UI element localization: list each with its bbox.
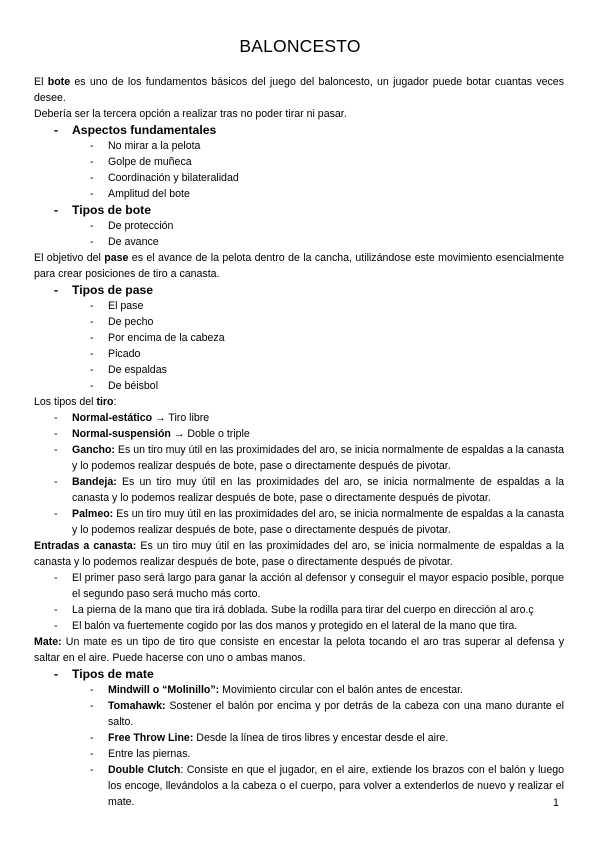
tiro-bold: tiro	[96, 396, 114, 408]
list-item	[34, 746, 564, 762]
intro-text-2: es uno de los fundamentos básicos del juego del baloncesto, un jugador puede botar cuantas veces desee.	[34, 76, 564, 104]
list-item: - De béisbol	[34, 378, 564, 394]
list-item: - De protección	[34, 218, 564, 234]
entradas-list	[34, 570, 564, 634]
mate-paragraph	[34, 634, 564, 666]
list-item: - De pecho	[34, 314, 564, 330]
pase-text: El objetivo del	[34, 252, 105, 264]
entradas-paragraph	[34, 538, 564, 570]
tipos-mate-heading: - Tipos de mate	[34, 666, 564, 682]
mate-text: Un mate es un tipo de tiro que consiste en encestar la pelota tocando el aro tras superar al defensa y saltar en el aire. Puede hacerse con uno o ambas manos.	[34, 636, 564, 664]
tipos-bote-heading: - Tipos de bote	[34, 202, 564, 218]
list-item: - Golpe de muñeca	[34, 154, 564, 170]
list-item	[34, 410, 564, 426]
item-bold: Normal-suspensión	[72, 428, 171, 440]
aspectos-items	[34, 138, 564, 202]
item-text: Es un tiro muy útil en las proximidades del aro, se inicia normalmente de espaldas a la canasta y lo podemos realizar después de bote, pase o directamente después de pivotar.	[72, 444, 564, 472]
tipos-mate-list	[34, 666, 564, 810]
pase-bold: pase	[104, 252, 129, 264]
item-bold: Gancho:	[72, 444, 115, 456]
intro-paragraph-2: Debería ser la tercera opción a realizar tras no poder tirar ni pasar.	[34, 108, 347, 120]
tiro-paragraph	[34, 394, 564, 410]
list-item: - De espaldas	[34, 362, 564, 378]
list-item	[34, 698, 564, 730]
page-number: 1	[553, 797, 559, 809]
list-item: - El primer paso será largo para ganar la acción al defensor y conseguir el mayor espacio posible, porque el segundo paso será mucho más corto.	[34, 570, 564, 602]
list-item	[34, 442, 564, 474]
item-text: Entre las piernas.	[108, 748, 191, 760]
tipos-pase-heading: - Tipos de pase	[34, 282, 564, 298]
item-bold: Double Clutch	[108, 764, 181, 776]
list-item: - De avance	[34, 234, 564, 250]
list-item	[34, 730, 564, 746]
item-text: → Tiro libre	[152, 412, 210, 424]
pase-paragraph	[34, 250, 564, 282]
entradas-bold: Entradas a canasta:	[34, 540, 137, 552]
item-bold: Mindwill o “Molinillo”:	[108, 684, 220, 696]
list-item: - La pierna de la mano que tira irá doblada. Sube la rodilla para tirar del cuerpo en dirección al aro.ç	[34, 602, 564, 618]
item-text: Sostener el balón por encima y por detrás de la cabeza con una mano durante el salto.	[108, 700, 564, 728]
list-item: - No mirar a la pelota	[34, 138, 564, 154]
entradas-text: Es un tiro muy útil en las proximidades del aro, se inicia normalmente de espaldas a la canasta y lo podemos realizar después de bote, pase o directamente después de pivotar.	[34, 540, 564, 568]
mate-bold: Mate:	[34, 636, 62, 648]
intro-bold: bote	[47, 76, 71, 88]
tiros-list	[34, 410, 564, 538]
pase-text-2: es el avance de la pelota dentro de la cancha, utilizándose este movimiento esencialmente para crear posiciones de tiro a canasta.	[34, 252, 564, 280]
item-text: Es un tiro muy útil en las proximidades del aro, se inicia normalmente de espaldas a la canasta y lo podemos realizar después de bote, pase o directamente después de pivotar.	[72, 508, 564, 536]
document-body	[34, 74, 564, 810]
item-text: Desde la línea de tiros libres y encestar desde el aire.	[193, 732, 449, 744]
list-item	[34, 762, 564, 810]
item-text: → Doble o triple	[170, 428, 250, 440]
list-item	[34, 682, 564, 698]
list-item: - El balón va fuertemente cogido por las dos manos y protegido en el lateral de la mano que tira.	[34, 618, 564, 634]
item-bold: Free Throw Line:	[108, 732, 194, 744]
list-item	[34, 426, 564, 442]
list-item: - Amplitud del bote	[34, 186, 564, 202]
list-item: - Picado	[34, 346, 564, 362]
list-item: - Coordinación y bilateralidad	[34, 170, 564, 186]
list-item: - El pase	[34, 298, 564, 314]
list-item	[34, 474, 564, 506]
tipos-pase-list	[34, 282, 564, 394]
item-bold: Tomahawk:	[108, 700, 166, 712]
aspectos-list	[34, 122, 564, 138]
item-text: Es un tiro muy útil en las proximidades del aro, se inicia normalmente de espaldas a la canasta y lo podemos realizar después de bote, pase o directamente después de pivotar.	[72, 476, 564, 504]
item-bold: Normal-estático	[72, 412, 153, 424]
tiro-text: Los tipos del	[34, 396, 97, 408]
item-text: : Consiste en que el jugador, en el aire, extiende los brazos con el balón y luego los encoge, llevándolos a la cabeza o el cuerpo, para volver a extenderlos de nuevo y realizar el mate.	[108, 764, 564, 808]
item-bold: Palmeo:	[72, 508, 114, 520]
tiro-text-2: :	[113, 396, 117, 408]
intro-text: El	[34, 76, 48, 88]
tipos-bote-list	[34, 202, 564, 250]
item-text: Movimiento circular con el balón antes de encestar.	[219, 684, 464, 696]
item-bold: Bandeja:	[72, 476, 117, 488]
page-title: BALONCESTO	[239, 36, 361, 56]
aspectos-heading: - Aspectos fundamentales	[34, 122, 564, 138]
intro-paragraph	[34, 74, 564, 106]
list-item: - Por encima de la cabeza	[34, 330, 564, 346]
list-item	[34, 506, 564, 538]
